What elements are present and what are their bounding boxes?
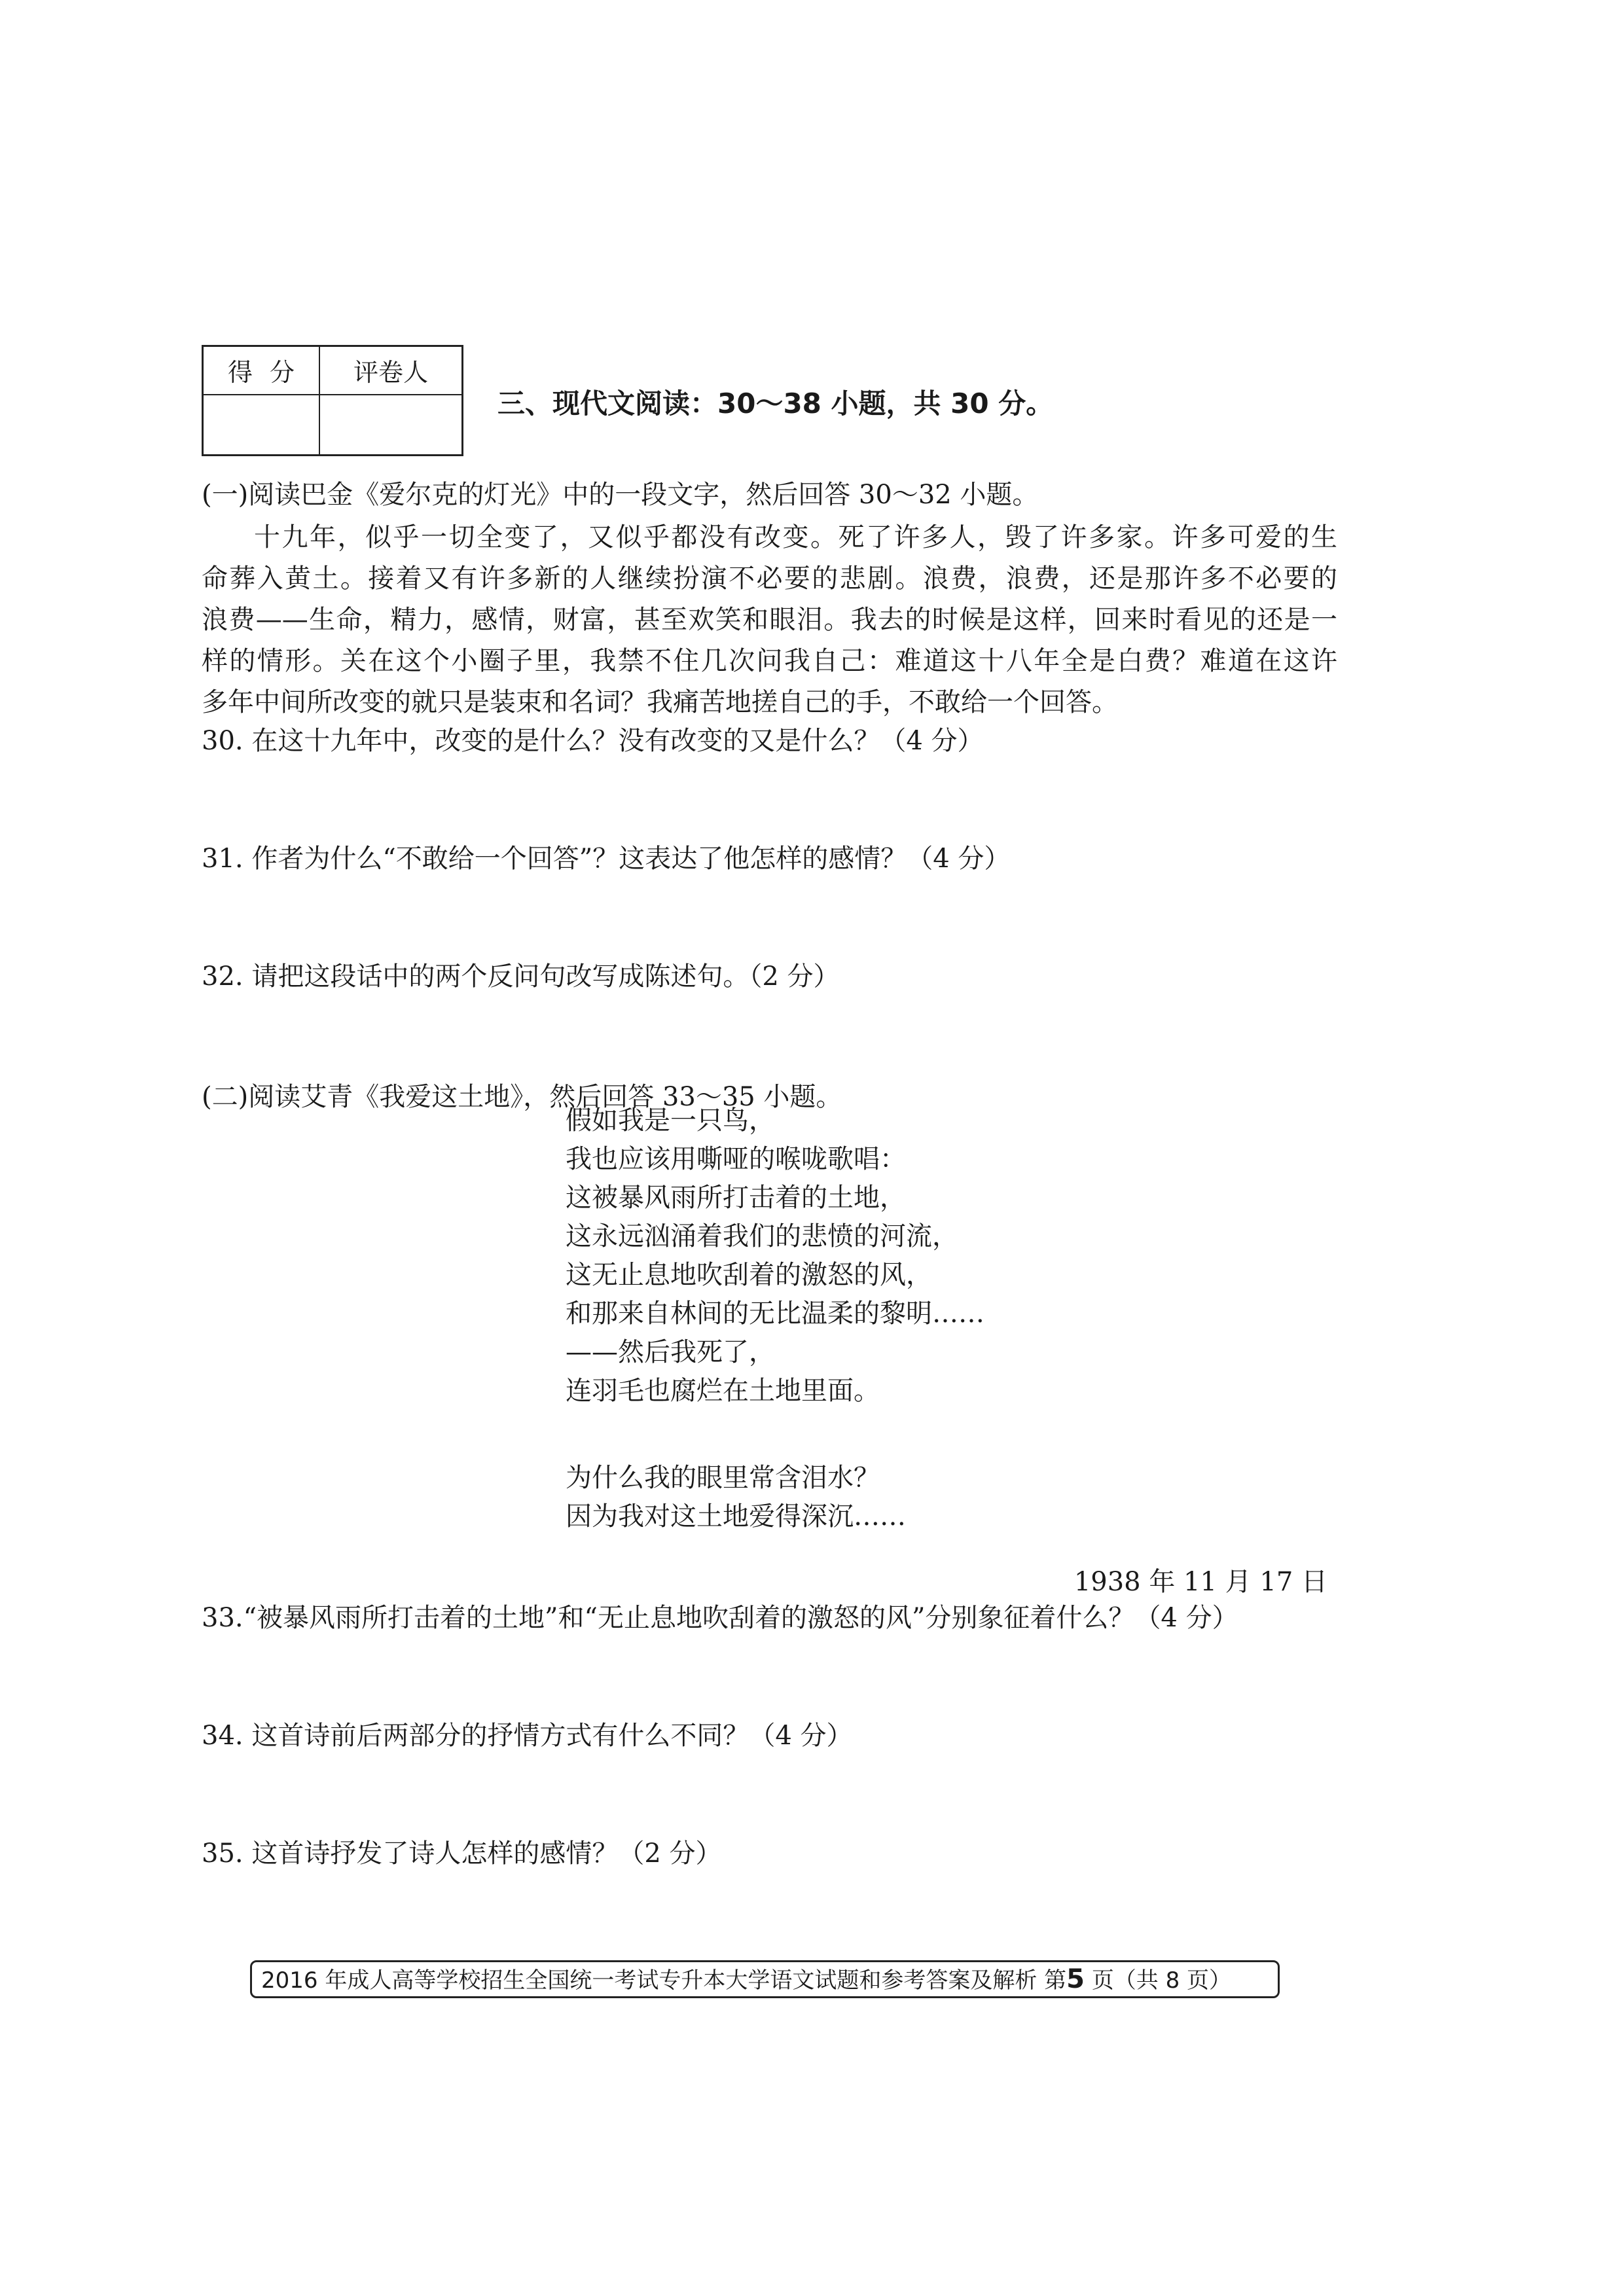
poem-line: 这被暴风雨所打击着的土地， [566, 1183, 906, 1213]
table-divider [204, 394, 461, 395]
question-34: 34. 这首诗前后两部分的抒情方式有什么不同？（4 分） [202, 1721, 853, 1751]
part1-intro: (一)阅读巴金《爱尔克的灯光》中的一段文字，然后回答 30～32 小题。 [202, 480, 1039, 510]
poem-line: ——然后我死了， [566, 1337, 775, 1367]
passage-line: 十九年，似乎一切全变了，又似乎都没有改变。死了许多人，毁了许多家。许多可爱的生 [254, 522, 1337, 552]
page-footer [250, 1960, 1280, 1998]
poem-line: 连羽毛也腐烂在土地里面。 [566, 1376, 880, 1406]
passage-line: 浪费——生命，精力，感情，财富，甚至欢笑和眼泪。我去的时候是这样，回来时看见的还是一 [202, 605, 1337, 635]
passage-line: 命葬入黄土。接着又有许多新的人继续扮演不必要的悲剧。浪费，浪费，还是那许多不必要的 [202, 564, 1337, 594]
passage [202, 517, 1341, 723]
footer-page-number: 5 [1066, 1964, 1085, 1994]
poem [566, 1102, 984, 1536]
poem-line: 假如我是一只鸟， [566, 1105, 775, 1136]
question-32: 32. 请把这段话中的两个反问句改写成陈述句。（2 分） [202, 961, 840, 992]
poem-line: 这永远汹涌着我们的悲愤的河流， [566, 1221, 958, 1251]
section-title: 三、现代文阅读：30～38 小题，共 30 分。 [497, 387, 1054, 420]
score-table [202, 345, 463, 456]
poem-line: 和那来自林间的无比温柔的黎明…… [566, 1299, 984, 1329]
passage-line: 样的情形。关在这个小圈子里，我禁不住几次问我自己：难道这十八年全是白费？难道在这许 [202, 646, 1337, 676]
score-header: 得分 [227, 358, 312, 387]
poem-date: 1938 年 11 月 17 日 [1074, 1567, 1327, 1597]
poem-line: 因为我对这土地爱得深沉…… [566, 1501, 906, 1532]
poem-line: 我也应该用嘶哑的喉咙歌唱： [566, 1144, 906, 1174]
footer-title: 2016 年成人高等学校招生全国统一考试专升本大学语文试题和参考答案及解析 [261, 1967, 1038, 1994]
question-35: 35. 这首诗抒发了诗人怎样的感情？（2 分） [202, 1839, 722, 1869]
grader-header: 评卷人 [353, 358, 428, 387]
footer-page-prefix: 第 [1044, 1967, 1067, 1994]
part2-intro: (二)阅读艾青《我爱这土地》，然后回答 33～35 小题。 [202, 1082, 842, 1112]
question-31: 31. 作者为什么“不敢给一个回答”？这表达了他怎样的感情？（4 分） [202, 844, 1011, 874]
poem-line: 这无止息地吹刮着的激怒的风， [566, 1260, 932, 1290]
question-30: 30. 在这十九年中，改变的是什么？没有改变的又是什么？（4 分） [202, 726, 984, 756]
footer-page-suffix: 页（共 8 页） [1091, 1967, 1232, 1994]
poem-line: 为什么我的眼里常含泪水？ [566, 1463, 880, 1493]
passage-line: 多年中间所改变的就只是装束和名词？我痛苦地搓自己的手，不敢给一个回答。 [202, 687, 1118, 717]
question-33: 33.“被暴风雨所打击着的土地”和“无止息地吹刮着的激怒的风”分别象征着什么？（4 分） [202, 1603, 1238, 1633]
